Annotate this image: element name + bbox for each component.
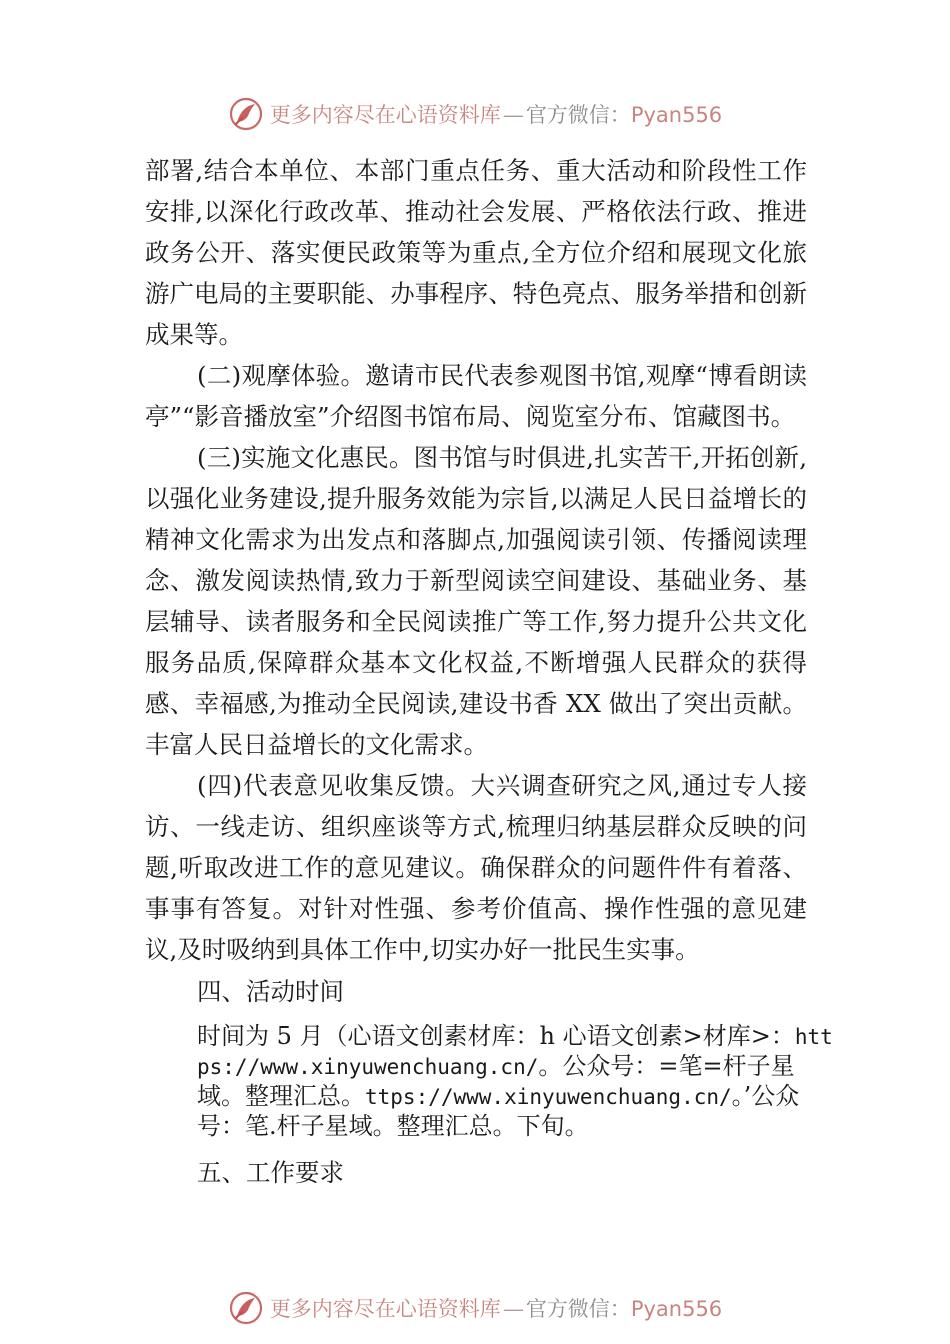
section-heading-activity-time: 四、活动时间 [197, 977, 344, 1006]
document-body [145, 150, 833, 1195]
url-text: https://www.xinyuwenchuang.cn/ [197, 1025, 833, 1079]
banner-text: 更多内容尽在心语资料库—官方微信：Pyan556 [269, 103, 723, 127]
brush-logo-icon [228, 1290, 264, 1326]
banner-text: 更多内容尽在心语资料库—官方微信：Pyan556 [269, 1297, 723, 1321]
paragraph-3: (三)实施文化惠民。图书馆与时俱进,扎实苦干,开拓创新,以强化业务建设,提升服务效能为宗旨,以满足人民日益增长的精神文化需求为出发点和落脚点,加强阅读引领、传播阅读理念、激发阅读热情,致力于新型阅读空间建设、基础业务、基层辅导、读者服务和全民阅读推广等工作,努力提升公共文化服务品质,保障群众基本文化权益,不断增强人民群众的获得感、幸福感,为推动全民阅读,建设书香 XX 做出了突出贡献。丰富人民日益增长的文化需求。 [145, 443, 807, 759]
paragraph-2: (二)观摩体验。邀请市民代表参观图书馆,观摩“博看朗读亭”“影音播放室”介绍图书馆布局、阅览室分布、馆藏图书。 [145, 361, 807, 431]
brush-logo-icon [228, 96, 264, 132]
activity-time-paragraph: 时间为 5 月（心语文创素材库：h 心语文创素>材库>：https://www.xinyuwenchuang.cn/。公众号：=笔=杆子星域。整理汇总。ttps://www.xinyuwenchuang.cn/。’公众号：笔.杆子星域。整理汇总。下旬。 [197, 1022, 833, 1140]
section-heading-work-requirements: 五、工作要求 [197, 1158, 344, 1187]
paragraph-1: 部署,结合本单位、本部门重点任务、重大活动和阶段性工作安排,以深化行政改革、推动社会发展、严格依法行政、推进政务公开、落实便民政策等为重点,全方位介绍和展现文化旅游广电局的主要职能、办事程序、特色亮点、服务举措和创新成果等。 [145, 156, 807, 349]
footer-watermark-banner [0, 1286, 950, 1330]
url-text-2: ttps://www.xinyuwenchuang.cn/ [365, 1085, 732, 1109]
header-watermark-banner [0, 92, 950, 136]
paragraph-4: (四)代表意见收集反馈。大兴调查研究之风,通过专人接访、一线走访、组织座谈等方式,梳理归纳基层群众反映的问题,听取改进工作的意见建议。确保群众的问题件件有着落、事事有答复。对针对性强、参考价值高、操作性强的意见建议,及时吸纳到具体工作中,切实办好一批民生实事。 [145, 771, 807, 964]
